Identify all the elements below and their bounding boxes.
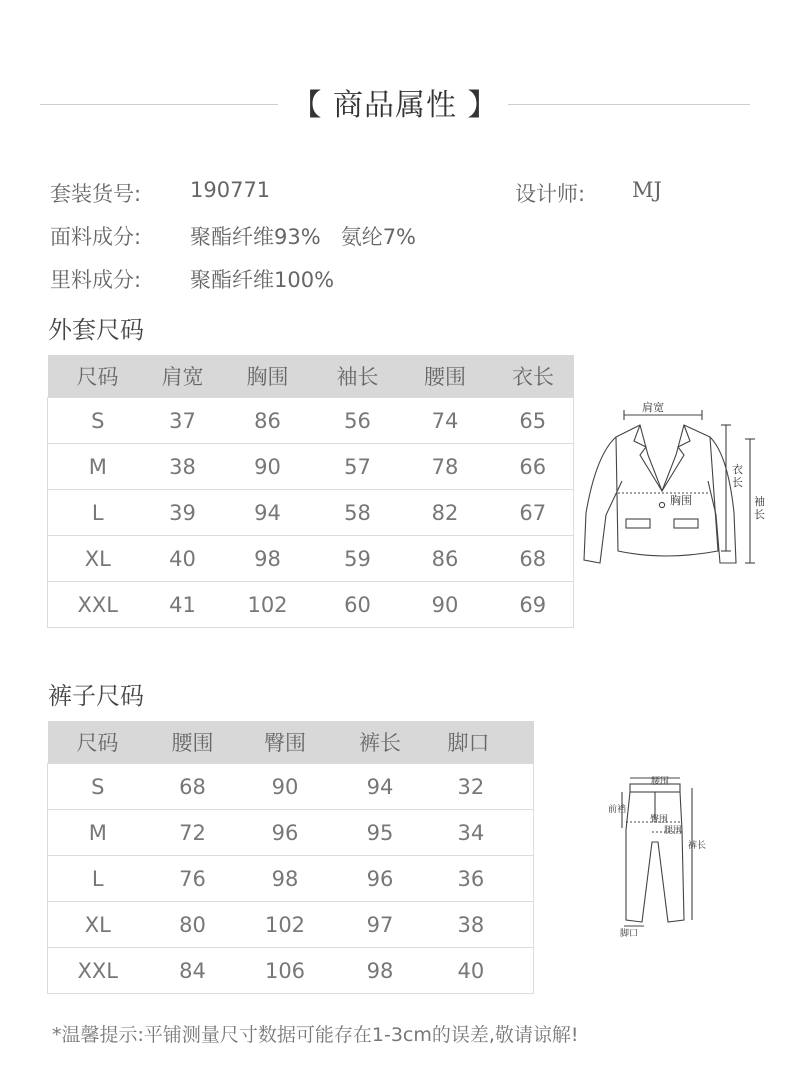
column-header: 腰围 [398, 355, 493, 398]
table-row [48, 856, 534, 902]
measurement-tip: *温馨提示:平铺测量尺寸数据可能存在1-3cm的误差,敬请谅解! [52, 1024, 579, 1046]
sleeve-cell: 57 [318, 444, 398, 490]
sleeve-cell: 58 [318, 490, 398, 536]
waist-cell: 84 [148, 948, 238, 994]
length-cell: 65 [493, 398, 574, 444]
waist-cell: 82 [398, 490, 493, 536]
waist-label: 腰围 [650, 777, 670, 787]
pants-length-label: 裤长 [688, 841, 707, 851]
hem-label: 脚口 [620, 929, 639, 939]
jacket-table-header [48, 355, 574, 398]
table-row [48, 902, 534, 948]
fabric-value: 聚酯纤维93% 氨纶7% [190, 225, 417, 249]
right-sleeve [708, 437, 736, 563]
waist-cell: 76 [148, 856, 238, 902]
table-row [48, 810, 534, 856]
chest-cell: 94 [218, 490, 318, 536]
column-header: 袖长 [318, 355, 398, 398]
pants-length-cell: 96 [333, 856, 428, 902]
jacket-button [659, 502, 664, 507]
pants-length-cell: 95 [333, 810, 428, 856]
right-pocket [674, 519, 698, 528]
hem-cell: 40 [428, 948, 534, 994]
chest-cell: 102 [218, 582, 318, 628]
waist-cell: 72 [148, 810, 238, 856]
size-cell: M [48, 444, 148, 490]
size-cell: S [48, 764, 148, 810]
table-row [48, 948, 534, 994]
chest-cell: 86 [218, 398, 318, 444]
table-row [48, 398, 574, 444]
chest-label: 胸围 [670, 494, 692, 507]
size-cell: L [48, 490, 148, 536]
pants-length-cell: 98 [333, 948, 428, 994]
length-cell: 67 [493, 490, 574, 536]
hip-cell: 106 [238, 948, 333, 994]
pants-size-table [47, 721, 534, 994]
column-header: 尺码 [48, 721, 148, 764]
size-cell: S [48, 398, 148, 444]
size-cell: XL [48, 902, 148, 948]
sleeve-label-2: 长 [754, 508, 765, 521]
heading-rule-right [508, 104, 750, 105]
table-row [48, 536, 574, 582]
hem-cell: 32 [428, 764, 534, 810]
column-header: 尺码 [48, 355, 148, 398]
pants-table-header [48, 721, 534, 764]
size-cell: XXL [48, 948, 148, 994]
shoulder-cell: 40 [148, 536, 218, 582]
column-header: 臀围 [238, 721, 333, 764]
table-row [48, 490, 574, 536]
thigh-label: 腿围 [664, 826, 683, 836]
waist-cell: 74 [398, 398, 493, 444]
hip-cell: 96 [238, 810, 333, 856]
shoulder-cell: 38 [148, 444, 218, 490]
table-row [48, 764, 534, 810]
column-header: 腰围 [148, 721, 238, 764]
pants-diagram [600, 770, 720, 942]
waist-cell: 68 [148, 764, 238, 810]
sleeve-cell: 60 [318, 582, 398, 628]
chest-cell: 98 [218, 536, 318, 582]
sleeve-cell: 56 [318, 398, 398, 444]
pants-length-cell: 97 [333, 902, 428, 948]
jacket-size-table [47, 355, 574, 628]
hip-cell: 102 [238, 902, 333, 948]
length-cell: 68 [493, 536, 574, 582]
waist-cell: 78 [398, 444, 493, 490]
column-header: 裤长 [333, 721, 428, 764]
column-header: 胸围 [218, 355, 318, 398]
size-cell: XXL [48, 582, 148, 628]
hem-cell: 34 [428, 810, 534, 856]
sleeve-label-1: 袖 [754, 495, 765, 508]
pants-section-title: 裤子尺码 [48, 682, 144, 710]
pants-length-cell: 94 [333, 764, 428, 810]
waist-cell: 90 [398, 582, 493, 628]
jacket-diagram [578, 395, 778, 585]
hip-cell: 90 [238, 764, 333, 810]
table-row [48, 444, 574, 490]
page-heading: 【 商品属性 】 [291, 88, 499, 123]
length-cell: 66 [493, 444, 574, 490]
lining-label: 里料成分: [50, 268, 142, 292]
hem-cell: 36 [428, 856, 534, 902]
waist-cell: 80 [148, 902, 238, 948]
length-label-2: 长 [732, 476, 743, 489]
sleeve-cell: 59 [318, 536, 398, 582]
table-row [48, 582, 574, 628]
fabric-label: 面料成分: [50, 225, 142, 249]
size-cell: L [48, 856, 148, 902]
jacket-section-title: 外套尺码 [48, 316, 144, 344]
left-pocket [626, 519, 650, 528]
length-label-1: 衣 [732, 463, 743, 476]
column-header: 衣长 [493, 355, 574, 398]
column-header: 肩宽 [148, 355, 218, 398]
hip-cell: 98 [238, 856, 333, 902]
column-header: 脚口 [428, 721, 534, 764]
suit-number-label: 套装货号: [50, 182, 142, 206]
hem-cell: 38 [428, 902, 534, 948]
length-cell: 69 [493, 582, 574, 628]
shoulder-label: 肩宽 [642, 401, 664, 414]
designer-label: 设计师: [515, 182, 586, 206]
waist-cell: 86 [398, 536, 493, 582]
shoulder-cell: 37 [148, 398, 218, 444]
shoulder-cell: 41 [148, 582, 218, 628]
designer-value: MJ [632, 178, 662, 202]
size-cell: M [48, 810, 148, 856]
shoulder-cell: 39 [148, 490, 218, 536]
suit-number-value: 190771 [190, 178, 271, 202]
hip-label: 臀围 [650, 815, 669, 825]
chest-cell: 90 [218, 444, 318, 490]
front-rise-label: 前裆 [608, 805, 627, 815]
lining-value: 聚酯纤维100% [190, 268, 335, 292]
jacket-body-outline [616, 425, 718, 556]
size-cell: XL [48, 536, 148, 582]
